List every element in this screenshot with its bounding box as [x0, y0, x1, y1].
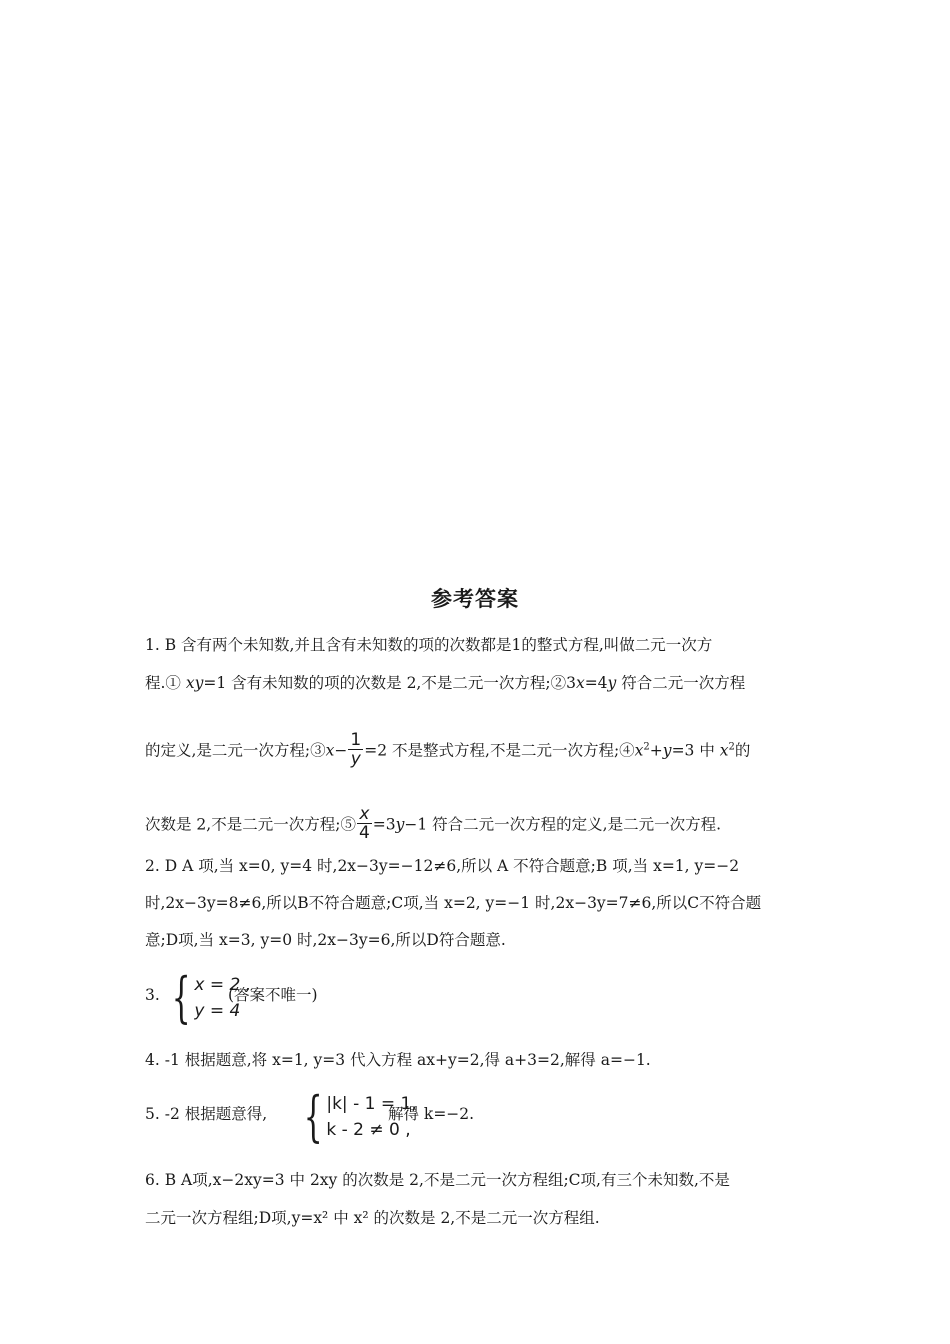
answer-3-note: (答案不唯一): [228, 986, 318, 1004]
system-row: y = 4: [194, 1001, 241, 1021]
answer-6-line-2: 二元一次方程组;D项,y=x² 中 x² 的次数是 2,不是二元一次方程组.: [145, 1209, 600, 1227]
system-row: x = 2 ,: [194, 975, 252, 995]
left-brace: {: [171, 966, 191, 1029]
answer-5-prefix: 5. -2 根据题意得,: [145, 1105, 268, 1123]
answer-5-result: 解得 k=−2.: [388, 1105, 475, 1123]
fraction-one-over-y: $\frac{1}{y}$: [350, 730, 362, 769]
answer-1-line-4: 次数是 2,不是二元一次方程;⑤ $\frac{x}{4}$ =3y−1 符合二元一次方程的定义,是二元一次方程.: [145, 804, 722, 843]
answer-1-line-3: 的定义,是二元一次方程;③x− $\frac{1}{y}$ =2 不是整式方程,不是二元一次方程$;④x^2+y=3$ 中 $x^2$的: [145, 730, 751, 769]
answer-3-number: 3.: [145, 986, 160, 1004]
answer-2-line-1: 2. D A 项,当 x=0, y=4 时,2x−3y=−12≠6,所以 A 不符合题意;B 项,当 x=1, y=−2: [145, 857, 740, 875]
left-brace: {: [303, 1085, 323, 1148]
answer-1-line-1: 1. B 含有两个未知数,并且含有未知数的项的次数都是1的整式方程,叫做二元一次方: [145, 636, 713, 654]
page-title: 参考答案: [431, 587, 519, 611]
answer-4-line-1: 4. -1 根据题意,将 x=1, y=3 代入方程 ax+y=2,得 a+3=2,解得 a=−1.: [145, 1051, 651, 1069]
system-row: |k| - 1 = 1,: [326, 1094, 417, 1114]
answer-6-line-1: 6. B A项,x−2xy=3 中 2xy 的次数是 2,不是二元一次方程组;C项,有三个未知数,不是: [145, 1171, 730, 1189]
fraction-x-over-4: $\frac{x}{4}$: [358, 804, 370, 843]
answer-2-line-2: 时,2x−3y=8≠6,所以B不符合题意;C项,当 x=2, y=−1 时,2x−3y=7≠6,所以C不符合题: [145, 894, 762, 912]
system-row: k - 2 ≠ 0 ,: [326, 1120, 411, 1140]
answer-2-line-3: 意;D项,当 x=3, y=0 时,2x−3y=6,所以D符合题意.: [145, 931, 506, 949]
answer-1-line-2: 程.① xy=1 含有未知数的项的次数是 2,不是二元一次方程;②3x=4y 符合二元一次方程: [145, 674, 746, 692]
